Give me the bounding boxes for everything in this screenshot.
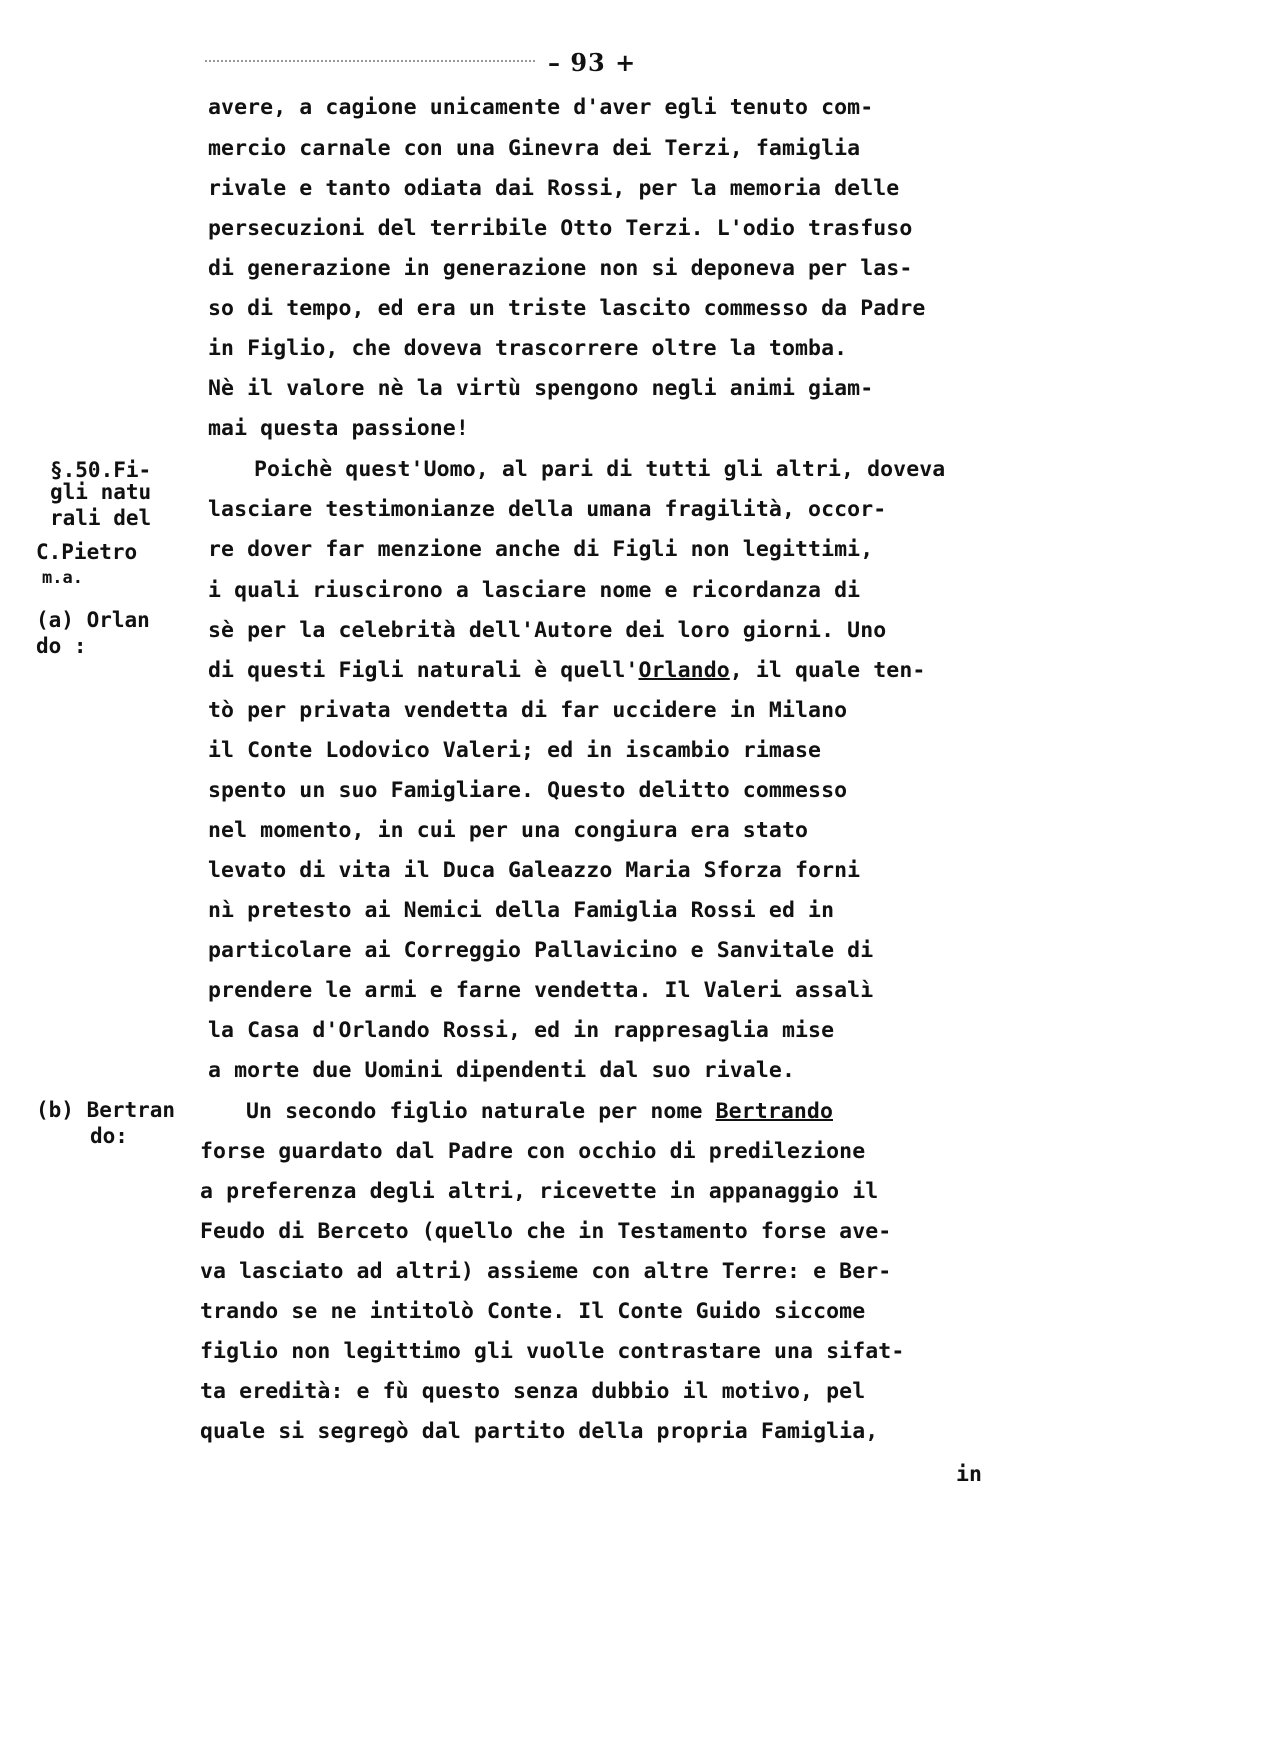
text-line: [208, 656, 1088, 686]
margin-note-line: do :: [36, 634, 87, 658]
text-line: a preferenza degli altri, ricevette in appanaggio il: [200, 1179, 879, 1204]
text-line: sè per la celebrità dell'Autore dei loro giorni. Uno: [208, 618, 887, 643]
text-span: di questi Figli naturali è quell': [208, 658, 639, 683]
text-line: Poichè quest'Uomo, al pari di tutti gli altri, doveva: [254, 457, 946, 482]
text-span: , il quale ten-: [729, 658, 926, 683]
text-line: Nè il valore nè la virtù spengono negli animi giam-: [208, 376, 874, 401]
catchword: in: [956, 1462, 983, 1487]
margin-note-line: rali del: [50, 506, 152, 530]
text-line: particolare ai Correggio Pallavicino e Sanvitale di: [208, 938, 874, 963]
text-line: va lasciato ad altri) assieme con altre Terre: e Ber-: [200, 1259, 892, 1284]
text-line: nì pretesto ai Nemici della Famiglia Rossi ed in: [208, 898, 835, 923]
text-line: rivale e tanto odiata dai Rossi, per la memoria delle: [208, 176, 900, 201]
text-line: lasciare testimonianze della umana fragilità, occor-: [208, 497, 887, 522]
text-line: spento un suo Famigliare. Questo delitto commesso: [208, 778, 848, 803]
header-dotted-rule: [205, 60, 535, 62]
underlined-name-orlando: Orlando: [638, 658, 730, 683]
text-line: a morte due Uomini dipendenti dal suo rivale.: [208, 1058, 795, 1083]
text-line: in Figlio, che doveva trascorrere oltre la tomba.: [208, 336, 848, 361]
margin-note-line: m.a.: [42, 568, 83, 588]
margin-note-line: §.50.Fi-: [50, 458, 152, 482]
text-line: avere, a cagione unicamente d'aver egli tenuto com-: [208, 95, 874, 120]
text-line: forse guardato dal Padre con occhio di predilezione: [200, 1139, 866, 1164]
text-line: persecuzioni del terribile Otto Terzi. L'odio trasfuso: [208, 216, 913, 241]
text-line: re dover far menzione anche di Figli non legittimi,: [208, 537, 874, 562]
text-line: nel momento, in cui per una congiura era stato: [208, 818, 809, 843]
text-line: quale si segregò dal partito della propria Famiglia,: [200, 1419, 879, 1444]
text-line: i quali riuscirono a lasciare nome e ricordanza di: [208, 578, 861, 603]
text-span: Un secondo figlio naturale per nome: [246, 1099, 716, 1124]
text-line: di generazione in generazione non si deponeva per las-: [208, 256, 913, 281]
text-line: figlio non legittimo gli vuolle contrastare una sifat-: [200, 1339, 905, 1364]
text-line: so di tempo, ed era un triste lascito commesso da Padre: [208, 296, 926, 321]
text-line: [246, 1097, 1126, 1127]
text-line: il Conte Lodovico Valeri; ed in iscambio rimase: [208, 738, 822, 763]
text-line: levato di vita il Duca Galeazzo Maria Sforza forni: [208, 858, 861, 883]
margin-note-line: C.Pietro: [36, 540, 138, 564]
text-line: Feudo di Berceto (quello che in Testamento forse ave-: [200, 1219, 892, 1244]
margin-note-line: (a) Orlan: [36, 608, 150, 632]
margin-note-line: gli natu: [50, 480, 152, 504]
text-line: prendere le armi e farne vendetta. Il Valeri assalì: [208, 978, 874, 1003]
text-line: mai questa passione!: [208, 416, 469, 441]
text-line: la Casa d'Orlando Rossi, ed in rappresaglia mise: [208, 1018, 835, 1043]
margin-note-line: do:: [90, 1124, 128, 1148]
text-line: trando se ne intitolò Conte. Il Conte Guido siccome: [200, 1299, 866, 1324]
underlined-name-bertrando: Bertrando: [715, 1099, 833, 1124]
text-line: ta eredità: e fù questo senza dubbio il motivo, pel: [200, 1379, 866, 1404]
text-line: tò per privata vendetta di far uccidere in Milano: [208, 698, 848, 723]
margin-note-line: (b) Bertran: [36, 1098, 176, 1122]
text-line: mercio carnale con una Ginevra dei Terzi, famiglia: [208, 136, 861, 161]
page-number: – 93 +: [548, 48, 637, 77]
